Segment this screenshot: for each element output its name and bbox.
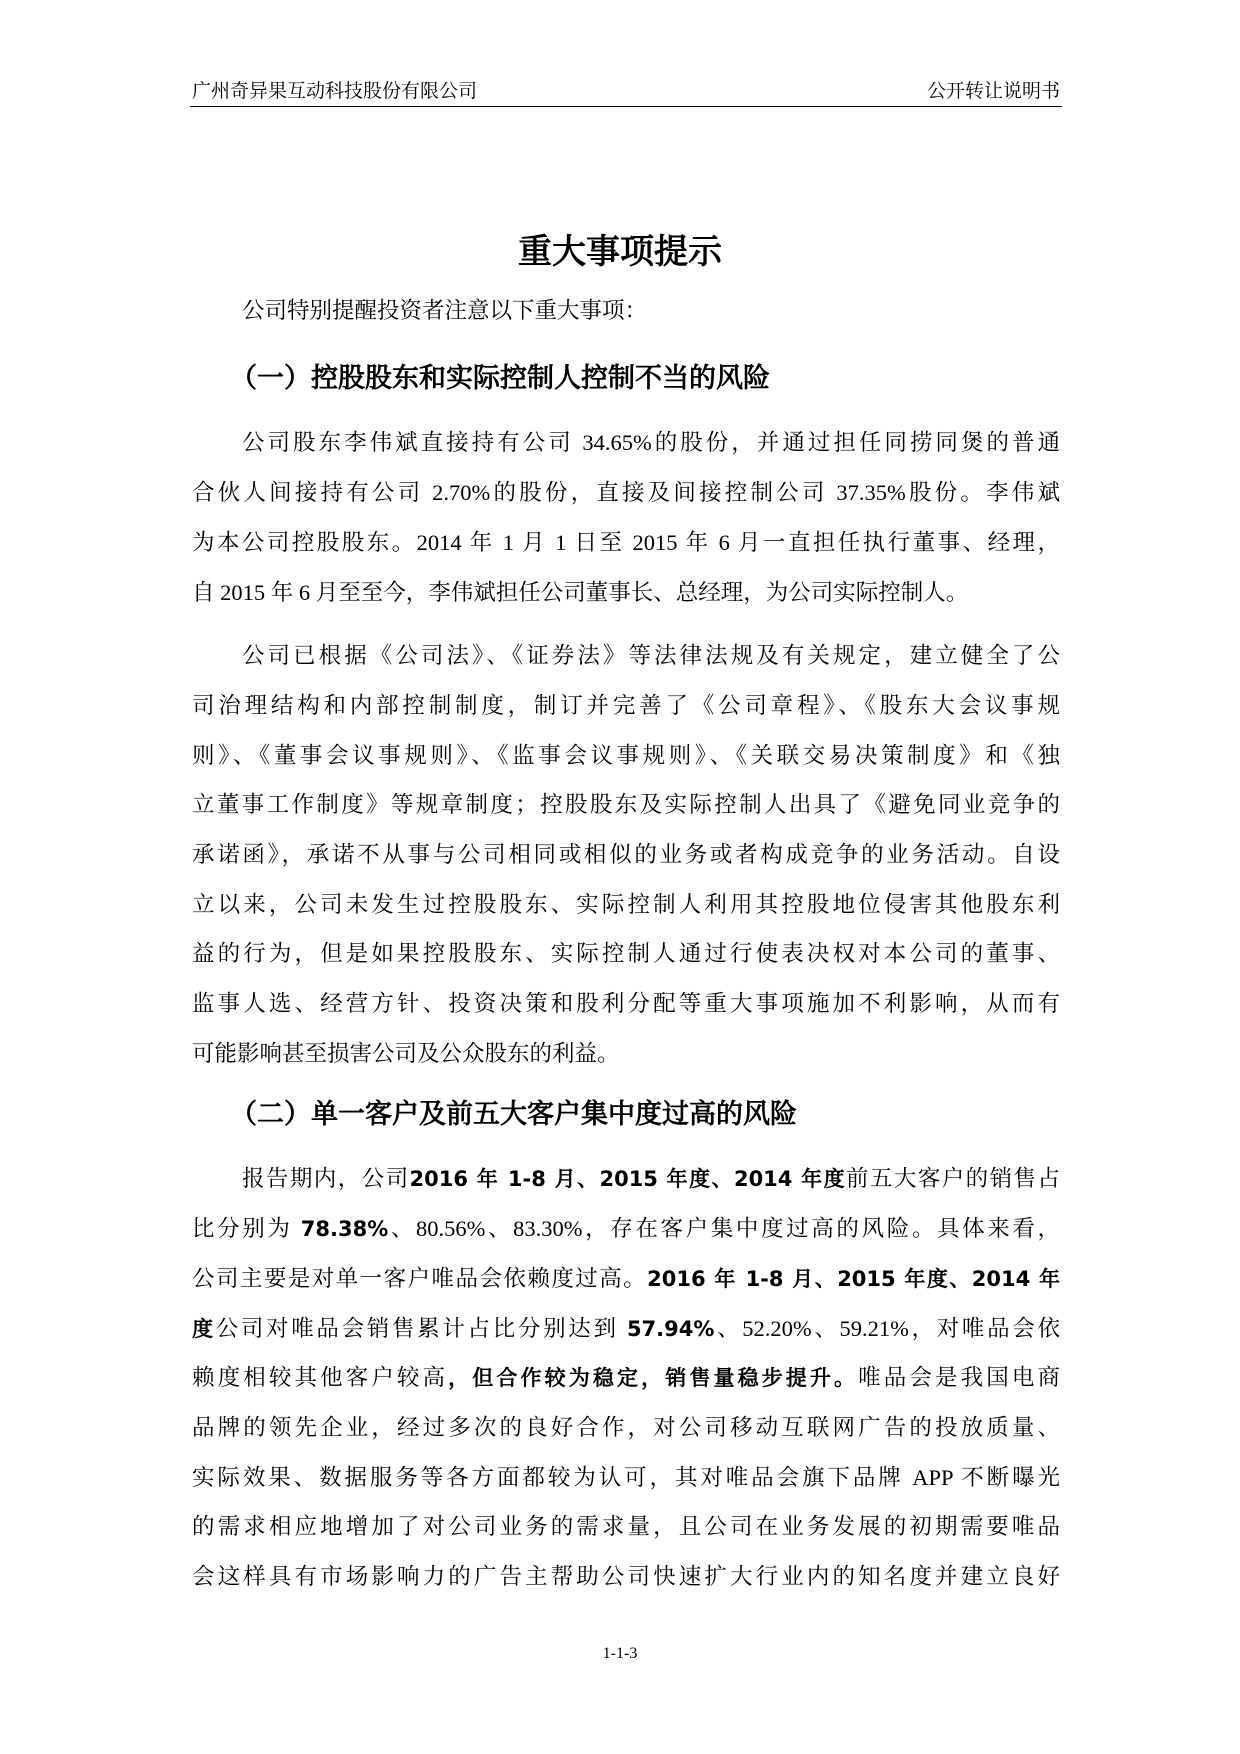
text-segment: 公司股东李伟斌直接持有公司 34.65%的股份，并通过担任同捞同煲的普通 bbox=[242, 430, 1060, 455]
text-segment: 、52.20%、59.21%，对唯品会依 bbox=[714, 1316, 1060, 1341]
text-segment: 合伙人间接持有公司 2.70%的股份，直接及间接控制公司 37.35%股份。李伟斌 bbox=[192, 480, 1060, 505]
text-segment: 监事人选、经营方针、投资决策和股利分配等重大事项施加不利影响，从而有 bbox=[192, 991, 1060, 1016]
header-company-name: 广州奇异果互动科技股份有限公司 bbox=[192, 81, 478, 102]
text-segment: 品牌的领先企业，经过多次的良好合作，对公司移动互联网广告的投放质量、 bbox=[192, 1415, 1060, 1440]
text-segment: 益的行为，但是如果控股股东、实际控制人通过行使表决权对本公司的董事、 bbox=[192, 941, 1060, 966]
paragraph-line bbox=[192, 1463, 1060, 1493]
text-segment: 立董事工作制度》等规章制度；控股股东及实际控制人出具了《避免同业竞争的 bbox=[192, 792, 1060, 817]
text-segment: 承诺函》，承诺不从事与公司相同或相似的业务或者构成竞争的业务活动。自设 bbox=[192, 842, 1060, 867]
section-1-heading: （一）控股股东和实际控制人控制不当的风险 bbox=[230, 363, 770, 394]
paragraph-line bbox=[192, 1039, 1060, 1069]
paragraph-line bbox=[192, 1214, 1060, 1244]
paragraph-line bbox=[192, 1314, 1060, 1344]
bold-text-segment: 78.38% bbox=[300, 1217, 389, 1241]
paragraph-line bbox=[192, 578, 1060, 608]
paragraph-line bbox=[192, 1512, 1060, 1542]
bold-text-segment: ，但合作较为稳定，销售量稳步提升。 bbox=[448, 1366, 859, 1390]
text-segment: 的需求相应地增加了对公司业务的需求量，且公司在业务发展的初期需要唯品 bbox=[192, 1514, 1060, 1539]
intro-text: 公司特别提醒投资者注意以下重大事项： bbox=[242, 298, 648, 323]
text-segment: 司治理结构和内部控制制度，制订并完善了《公司章程》、《股东大会议事规 bbox=[192, 693, 1060, 718]
text-segment: 实际效果、数据服务等各方面都较为认可，其对唯品会旗下品牌 APP 不断曝光 bbox=[192, 1465, 1060, 1490]
page-title: 重大事项提示 bbox=[518, 232, 722, 272]
paragraph-line bbox=[192, 939, 1060, 969]
text-segment: 自 2015 年 6 月至至今，李伟斌担任公司董事长、总经理，为公司实际控制人。 bbox=[192, 580, 969, 605]
text-segment: 前五大客户的销售占 bbox=[846, 1166, 1060, 1191]
text-segment: 可能影响甚至损害公司及公众股东的利益。 bbox=[192, 1041, 620, 1066]
header-document-type: 公开转让说明书 bbox=[926, 81, 1060, 102]
paragraph-line bbox=[242, 641, 1060, 671]
paragraph-line bbox=[242, 1164, 1060, 1194]
paragraph-line bbox=[192, 1363, 1060, 1393]
text-segment: 则》、《董事会议事规则》、《监事会议事规则》、《关联交易决策制度》和《独 bbox=[192, 743, 1060, 768]
paragraph-line bbox=[192, 790, 1060, 820]
paragraph-line bbox=[192, 1562, 1060, 1592]
text-segment: 公司对唯品会销售累计占比分别达到 bbox=[215, 1316, 627, 1341]
paragraph-line bbox=[192, 1413, 1060, 1443]
header-divider bbox=[190, 106, 1062, 107]
paragraph-line bbox=[242, 428, 1060, 458]
text-segment: 报告期内，公司 bbox=[242, 1166, 410, 1191]
text-segment: 唯品会是我国电商 bbox=[858, 1365, 1060, 1390]
text-segment: 公司已根据《公司法》、《证券法》等法律法规及有关规定，建立健全了公 bbox=[242, 643, 1060, 668]
text-segment: 立以来，公司未发生过控股股东、实际控制人利用其控股地位侵害其他股东利 bbox=[192, 892, 1060, 917]
text-segment: 比分别为 bbox=[192, 1216, 301, 1241]
text-segment: 公司主要是对单一客户唯品会依赖度过高。 bbox=[192, 1266, 648, 1291]
paragraph-line bbox=[192, 691, 1060, 721]
text-segment: 、80.56%、83.30%，存在客户集中度过高的风险。具体来看， bbox=[388, 1216, 1060, 1241]
text-segment: 会这样具有市场影响力的广告主帮助公司快速扩大行业内的知名度并建立良好 bbox=[192, 1564, 1060, 1589]
bold-text-segment: 2016 年 1-8 月、2015 年度、2014 年度 bbox=[409, 1167, 847, 1191]
text-segment: 赖度相较其他客户较高 bbox=[192, 1365, 449, 1390]
bold-text-segment: 2016 年 1-8 月、2015 年度、2014 年 bbox=[647, 1267, 1060, 1291]
bold-text-segment: 57.94% bbox=[626, 1317, 715, 1341]
paragraph-line bbox=[192, 840, 1060, 870]
paragraph-line bbox=[192, 989, 1060, 1019]
section-2-heading: （二）单一客户及前五大客户集中度过高的风险 bbox=[230, 1099, 797, 1130]
bold-text-segment: 度 bbox=[192, 1317, 216, 1341]
text-segment: 为本公司控股股东。2014 年 1 月 1 日至 2015 年 6 月一直担任执行董事、经理， bbox=[192, 530, 1060, 555]
paragraph-line bbox=[192, 528, 1060, 558]
paragraph-line bbox=[192, 890, 1060, 920]
paragraph-line bbox=[192, 1264, 1060, 1294]
page-number: 1-1-3 bbox=[602, 1645, 638, 1662]
paragraph-line bbox=[192, 478, 1060, 508]
paragraph-line bbox=[192, 741, 1060, 771]
